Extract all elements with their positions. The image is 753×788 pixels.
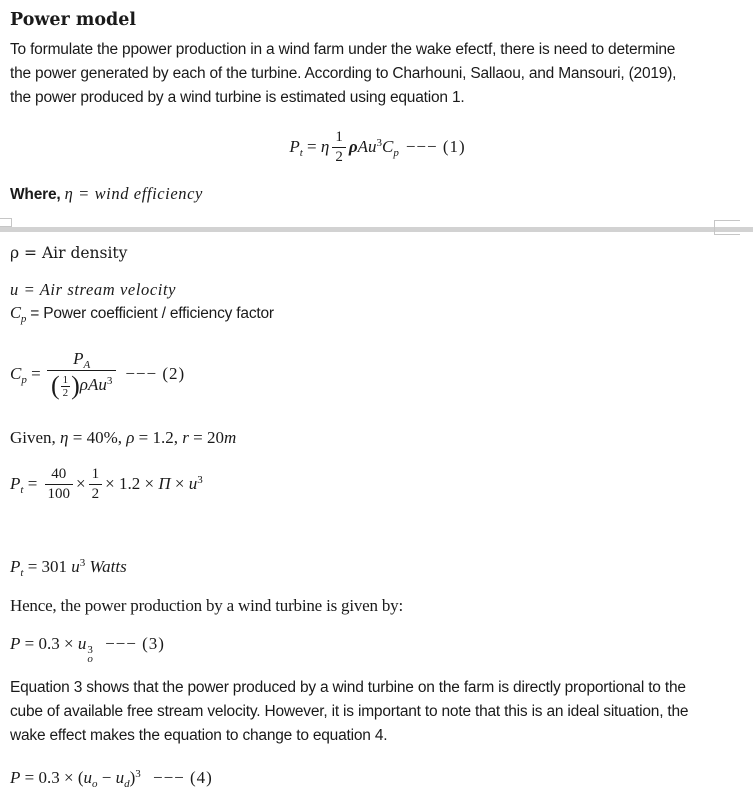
cp-symbol: $C_p$ [10, 303, 27, 325]
equation-2 [10, 338, 745, 410]
times-sign: × [76, 474, 86, 493]
paragraph-line: the power produced by a wind turbine is estimated using equation 1. [10, 89, 465, 106]
given-line: Given, η = 40%, ρ = 1.2, r = 20m [10, 428, 237, 447]
cp-definition-text: = Power coefficient / efficiency factor [26, 305, 274, 322]
paragraph-line: wake effect makes the equation to change to equation 4. [10, 727, 388, 744]
equation-pt-expanded [10, 458, 745, 510]
fraction-one-half-small: $\frac{1}{2}$ [62, 373, 69, 399]
closing-paragraph [10, 676, 745, 748]
equation-3: P = 0.3 × u 3 o −−− (3) [10, 634, 165, 665]
section-heading: Power model [10, 10, 137, 30]
stacked-sup-sub: 3 o [87, 644, 93, 665]
where-line [10, 182, 745, 207]
paragraph-line: the power generated by each of the turbine. According to Charhouni, Sallaou, and Mansouri, (2019), [10, 65, 677, 82]
eq1-lhs: $P_t = \eta$ [289, 137, 330, 159]
page-margin-marker-right [714, 220, 740, 235]
page-margin-marker-left [0, 218, 12, 227]
paragraph-line: cube of available free stream velocity. However, it is important to note that this is an ideal situation, the [10, 703, 689, 720]
fraction-40-100: $\frac{40}{100}$ [45, 466, 74, 502]
paragraph-line: To formulate the ppower production in a wind farm under the wake efectf, there is need to determine [10, 41, 676, 58]
eq2-denominator: ( $\frac{1}{2}$ )ρAu$^3$ [47, 370, 116, 399]
intro-paragraph [10, 38, 745, 110]
definition-cp [10, 302, 745, 325]
equation-1 [10, 122, 745, 172]
where-label: Where, [10, 186, 65, 203]
fraction-one-half: $\frac{1}{2}$ [332, 129, 346, 165]
equation-number-4: −−− (4) [147, 768, 213, 787]
equation-number-1: −−− (1) [405, 137, 466, 156]
eqpt-lhs: $P_t$ = [10, 474, 42, 496]
hence-line: Hence, the power production by a wind turbine is given by: [10, 596, 403, 615]
cp-fraction [47, 349, 116, 400]
definition-u: u = Air stream velocity [10, 280, 177, 299]
equation-pt-result: $P_t = 301$ $u^3$ Watts [10, 557, 127, 579]
where-expression: η = wind efficiency [64, 184, 203, 203]
eq2-lhs: $C_p$ = [10, 364, 45, 386]
page-break [0, 227, 753, 232]
fraction-one-half: $\frac{1}{2}$ [89, 466, 103, 502]
paragraph-line: Equation 3 shows that the power produced by a wind turbine on the farm is directly proportional to the [10, 679, 686, 696]
eq1-rhs: $\rho Au^3C_p$ −−− (1) [348, 137, 466, 159]
equation-4: $P = 0.3 \times (u_o - u_d)^3$ −−− (4) [10, 768, 213, 788]
equation-number-3: −−− (3) [99, 634, 165, 653]
eqpt-rhs: × $1.2 \times \Pi \times u^3$ [105, 474, 203, 493]
equation-number-2: −−− (2) [125, 364, 186, 383]
definition-rho: ρ = Air density [10, 244, 128, 262]
eq2-numerator: $P_A$ [73, 348, 91, 371]
